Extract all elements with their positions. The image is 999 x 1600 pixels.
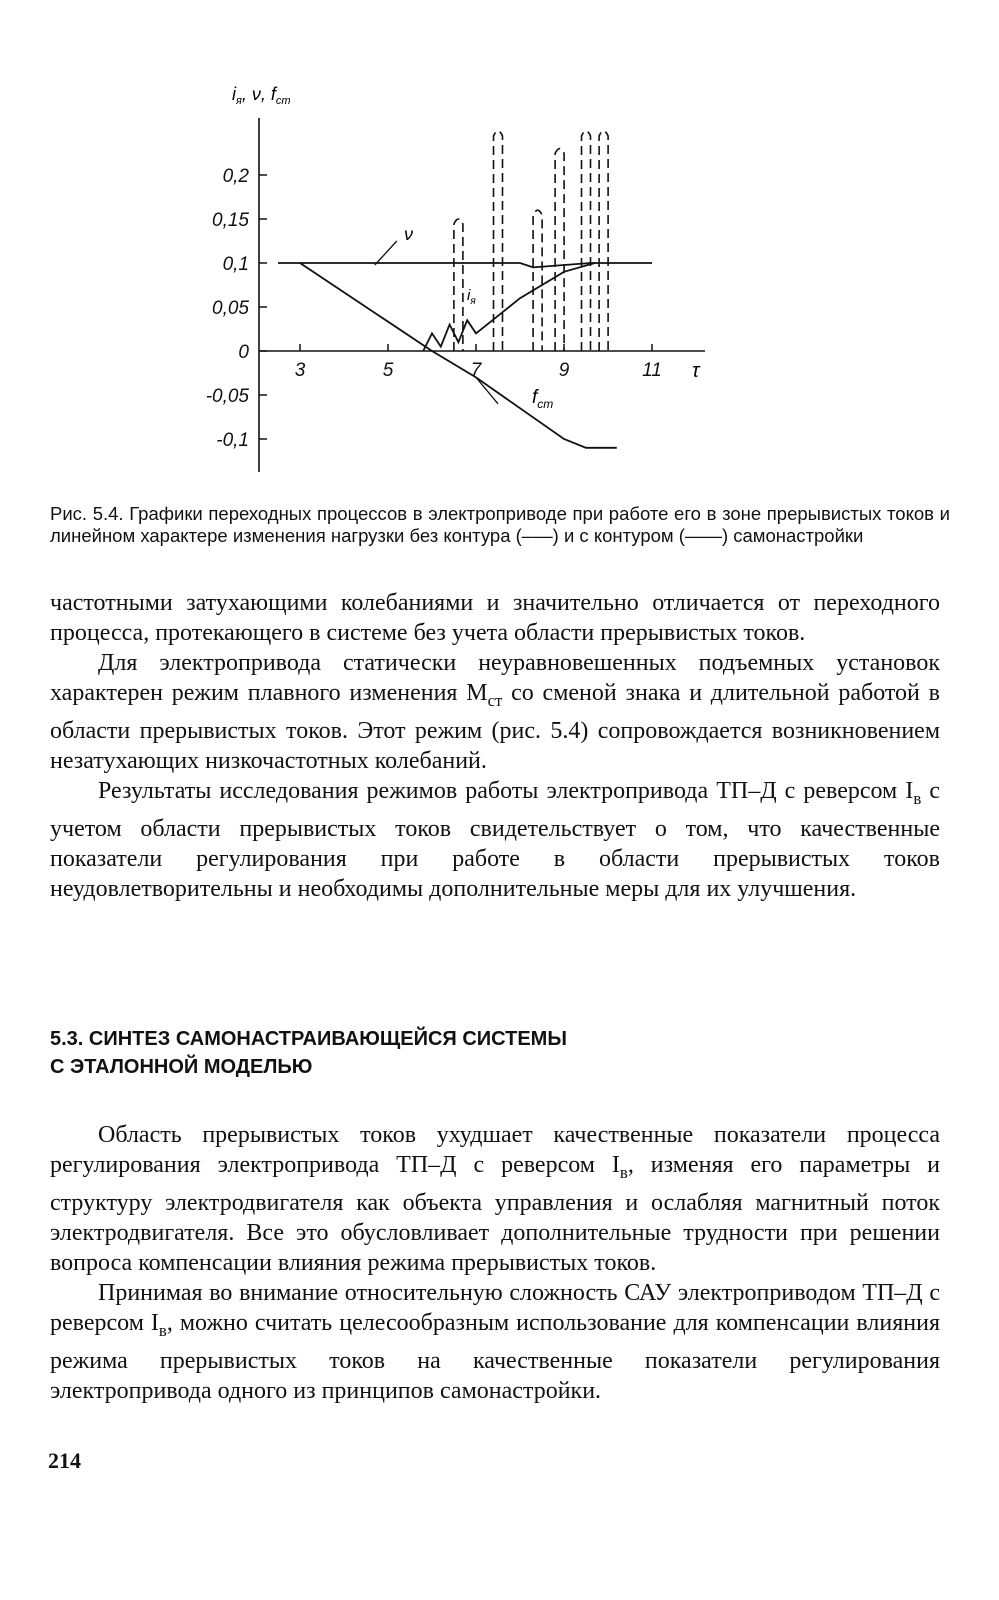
x-tick-label: 9 (558, 360, 570, 381)
x-tick-label: 5 (382, 360, 394, 381)
figure-caption (50, 503, 950, 547)
series-ia-pulse (555, 149, 564, 351)
y-tick-label: 0,05 (212, 298, 249, 319)
caption-text: Графики переходных процессов в электроприводе при работе его в зоне прерывистых токов и линейном характере изменения нагрузки без контура (–––) и с контуром (——) самонастройки (50, 503, 950, 546)
paragraph-4: Область прерывистых токов ухудшает качественные показатели процесса регулирования электропривода ТП–Д с реверсом $I_в$, изменяя его параметры и структуру электродвигателя как объекта управления и ослабляя магнитный поток электродвигателя. Все это обусловливает дополнительные трудности при решении вопроса компенсации влияния режима прерывистых токов. (50, 1122, 940, 1276)
chart-series (278, 131, 652, 448)
y-tick-label: 0 (238, 342, 249, 363)
y-tick-label: -0,05 (205, 386, 249, 407)
series-ia-pulse (454, 219, 463, 351)
figure-chart (0, 0, 999, 500)
series-label-nu: ν (404, 224, 413, 244)
nu-leader (375, 241, 397, 265)
series-ia-pulse (533, 210, 542, 351)
y-axis-label: $i_я$, ν, $f_{ст}$ (232, 84, 291, 107)
series-ia-pulse (599, 131, 608, 351)
y-tick-label: -0,1 (216, 430, 249, 451)
chart-ticks (206, 166, 662, 451)
text-block-top (50, 588, 940, 904)
section-heading-line2: С ЭТАЛОННОЙ МОДЕЛЬЮ (50, 1056, 313, 1078)
y-tick-label: 0,2 (222, 166, 249, 187)
caption-prefix: Рис. 5.4. (50, 503, 124, 524)
section-heading (50, 1025, 950, 1081)
series-ia (423, 263, 595, 351)
paragraph-1: частотными затухающими колебаниями и значительно отличается от переходного процесса, протекающего в системе без учета области прерывистых токов. (50, 590, 940, 646)
x-axis-label: τ (692, 360, 700, 382)
paragraph-2: Для электропривода статически неуравновешенных подъемных установок характерен режим плавного изменения $M_{ст}$ со сменой знака и длительной работой в области прерывистых токов. Этот режим (рис. 5.4) сопровождается возникновением незатухающих низкочастотных колебаний. (50, 650, 941, 774)
series-nu (278, 263, 652, 267)
series-label-fst: $f_{ст}$ (532, 387, 554, 411)
series-ia-pulse (582, 131, 591, 351)
x-tick-label: 3 (294, 360, 306, 381)
section-heading-line1: 5.3. СИНТЕЗ САМОНАСТРАИВАЮЩЕЙСЯ СИСТЕМЫ (50, 1028, 567, 1050)
chart-axes (259, 118, 705, 472)
x-tick-label: 7 (470, 360, 482, 381)
paragraph-3: Результаты исследования режимов работы электропривода ТП–Д с реверсом $I_в$ с учетом области прерывистых токов свидетельствует о том, что качественные показатели регулирования при работе в области прерывистых токов неудовлетворительны и необходимы дополнительные меры для их улучшения. (50, 777, 940, 902)
text-block-bottom (50, 1120, 940, 1406)
page-number: 214 (48, 1448, 81, 1473)
series-fst (300, 263, 617, 448)
paragraph-5: Принимая во внимание относительную сложность САУ электроприводом ТП–Д с реверсом $I_в$, можно считать целесообразным использование для компенсации влияния режима прерывистых токов на качественные показатели регулирования электропривода одного из принципов самонастройки. (50, 1279, 941, 1404)
series-label-ia: $i_я$ (467, 287, 476, 307)
x-tick-label: 11 (642, 360, 662, 381)
y-tick-label: 0,1 (222, 254, 249, 275)
y-tick-label: 0,15 (212, 210, 249, 231)
